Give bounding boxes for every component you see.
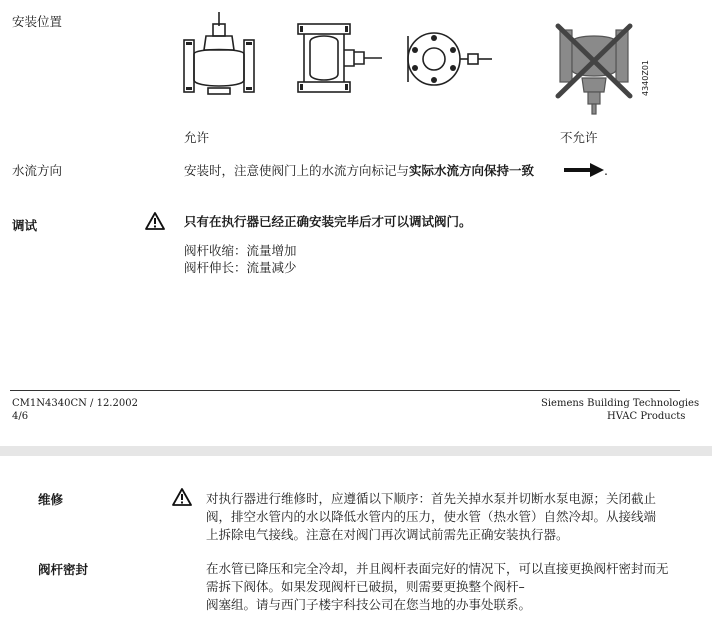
page-lower <box>0 456 712 626</box>
stem-extend-line: 阀杆伸长：流量减少 <box>184 260 297 275</box>
page-number: 4/6 <box>12 411 29 422</box>
flow-text-bold: 实际水流方向保持一致 <box>409 163 535 178</box>
footer-rule <box>10 390 680 391</box>
install-position-label: 安装位置 <box>12 14 63 29</box>
flow-direction-text <box>184 163 534 178</box>
valve-horizontal-figure <box>290 20 386 104</box>
commissioning-label: 调试 <box>12 218 38 233</box>
maintenance-label: 维修 <box>38 492 64 507</box>
maintenance-line: 阀，排空水管内的水以降低水管内的压力，使水管（热水管）自然冷却。从接线端 <box>206 509 657 524</box>
flow-text-period: . <box>604 163 608 178</box>
maintenance-line: 对执行器进行维修时，应遵循以下顺序：首先关掉水泵并切断水泵电源；关闭截止 <box>206 491 657 506</box>
stem-seal-line: 阀塞组。请与西门子楼宇科技公司在您当地的办事处联系。 <box>206 597 532 612</box>
allowed-caption: 允许 <box>184 130 210 145</box>
maintenance-paragraph <box>206 490 656 544</box>
maintenance-line: 上拆除电气接线。注意在对阀门再次调试前需先正确安装执行器。 <box>206 527 569 542</box>
division-name: HVAC Products <box>607 411 686 422</box>
figure-code: 4340Z01 <box>641 59 650 96</box>
valve-front-figure <box>404 26 494 92</box>
flow-arrow-icon <box>564 163 604 177</box>
flow-direction-label: 水流方向 <box>12 163 63 178</box>
warning-icon <box>145 212 165 230</box>
stem-retract-line: 阀杆收缩：流量增加 <box>184 243 297 258</box>
doc-id: CM1N4340CN / 12.2002 <box>12 398 138 409</box>
commissioning-warning: 只有在执行器已经正确安装完毕后才可以调试阀门。 <box>184 214 472 229</box>
flow-text-normal: 安装时，注意使阀门上的水流方向标记与 <box>184 163 410 178</box>
warning-icon <box>172 488 192 506</box>
company-name: Siemens Building Technologies <box>541 398 700 409</box>
valve-upright-figure <box>178 10 260 106</box>
stem-seal-paragraph <box>206 560 669 614</box>
page-separator <box>0 446 712 456</box>
stem-seal-label: 阀杆密封 <box>38 562 89 577</box>
valve-inverted-not-allowed-figure <box>554 20 640 116</box>
stem-seal-line: 需拆下阀体。如果发现阀杆已破损，则需要更换整个阀杆– <box>206 579 525 594</box>
stem-seal-line: 在水管已降压和完全冷却，并且阀杆表面完好的情况下，可以直接更换阀杆密封而无 <box>206 561 669 576</box>
not-allowed-caption: 不允许 <box>560 130 598 145</box>
